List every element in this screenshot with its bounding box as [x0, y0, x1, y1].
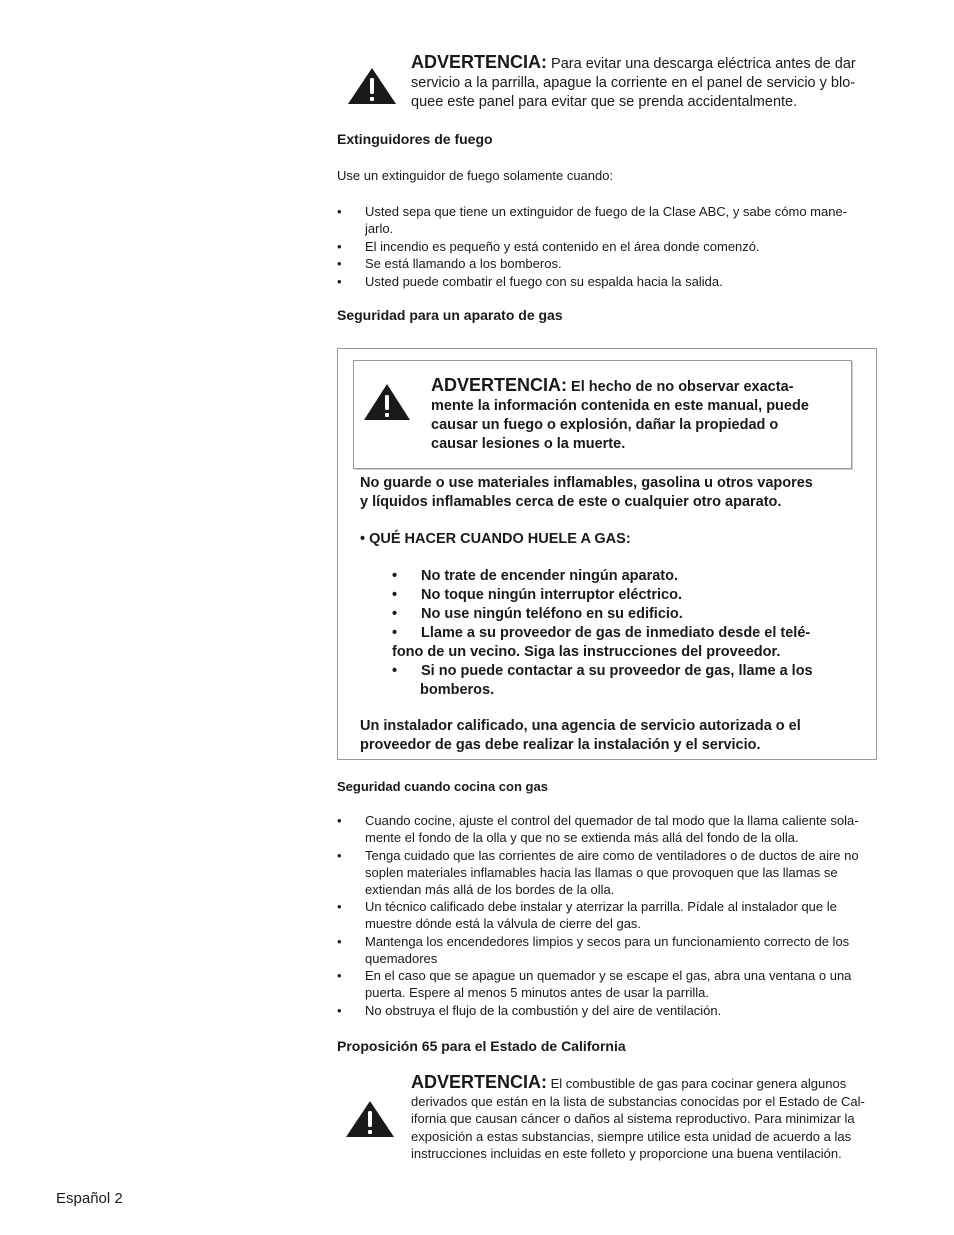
list-item: • Llame a su proveedor de gas de inmediato desde el telé- fono de un vecino. Siga las instrucciones del proveedor. — [392, 625, 811, 660]
section-heading-cooking: Seguridad cuando cocina con gas — [337, 779, 548, 794]
list-item: • Un técnico calificado debe instalar y aterrizar la parrilla. Pídale al instalador que le muestre dónde está la válvula de cierre del gas. — [337, 899, 837, 931]
cooking-list — [337, 812, 912, 1019]
list-item: • No use ningún teléfono en su edificio. — [392, 606, 683, 622]
warning-electric-shock: ADVERTENCIA: Para evitar una descarga eléctrica antes de dar servicio a la parrilla, apague la corriente en el panel de servicio y blo- quee este panel para evitar que se prenda accidentalmente. — [411, 52, 856, 110]
extinguishers-list — [337, 203, 897, 290]
list-item: • El incendio es pequeño y está contenido en el área donde comenzó. — [337, 238, 760, 254]
warning-triangle-icon — [347, 67, 397, 105]
gas-steps-list — [392, 567, 862, 700]
list-item: • Usted puede combatir el fuego con su espalda hacia la salida. — [337, 273, 723, 289]
section-heading-prop65: Proposición 65 para el Estado de California — [337, 1038, 626, 1054]
list-item: • Se está llamando a los bomberos. — [337, 256, 562, 271]
warning-prop65: ADVERTENCIA: El combustible de gas para cocinar genera algunos derivados que están en la lista de substancias conocidas por el Estado de Cal- ifornia que causan cáncer o daños al sistema reproductivo. Para minimizar la exposición a estas substancias, siempre utilice esta unidad de acuerdo a las instrucciones incluidas en este folleto y proporcione una buena ventilación. — [411, 1072, 865, 1161]
warning-triangle-icon — [363, 383, 411, 421]
list-item: • No toque ningún interruptor eléctrico. — [392, 587, 682, 603]
extinguishers-intro: Use un extinguidor de fuego solamente cuando: — [337, 168, 614, 183]
list-item: • Si no puede contactar a su proveedor de gas, llame a los bomberos. — [392, 663, 813, 698]
warning-gas-appliance: ADVERTENCIA: El hecho de no observar exacta- mente la información contenida en este manual, puede causar un fuego o explosión, dañar la propiedad o causar lesiones o la muerte. — [431, 375, 809, 452]
section-heading-extinguishers: Extinguidores de fuego — [337, 131, 493, 147]
list-item: • Mantenga los encendedores limpios y secos para un funcionamiento correcto de los quemadores — [337, 933, 850, 966]
installer-note: Un instalador calificado, una agencia de servicio autorizada o el proveedor de gas debe realizar la instalación y el servicio. — [360, 718, 801, 753]
list-item: • Tenga cuidado que las corrientes de aire como de ventiladores o de ductos de aire no soplen materiales inflamables hacia las llamas o que provoquen que las llamas se extiendan más allá de los bordes de la olla. — [337, 847, 859, 897]
list-item: • Cuando cocine, ajuste el control del quemador de tal modo que la llama caliente sola- mente el fondo de la olla y que no se extienda más allá del fondo de la olla. — [337, 813, 859, 845]
list-item: • No obstruya el flujo de la combustión y del aire de ventilación. — [337, 1002, 722, 1018]
what-to-do-heading: • QUÉ HACER CUANDO HUELE A GAS: — [360, 531, 631, 547]
warning-triangle-icon — [345, 1100, 395, 1138]
list-item: • En el caso que se apague un quemador y se escape el gas, abra una ventana o una puerta. Espere al menos 5 minutos antes de usar la parrilla. — [337, 968, 852, 1000]
page-number: Español 2 — [56, 1190, 123, 1207]
list-item: • Usted sepa que tiene un extinguidor de fuego de la Clase ABC, y sabe cómo mane- jarlo. — [337, 204, 848, 236]
warning-label: ADVERTENCIA: — [411, 52, 548, 72]
no-store-flammables: No guarde o use materiales inflamables, gasolina u otros vapores y líquidos inflamables cerca de este o cualquier otro aparato. — [360, 475, 813, 510]
list-item: • No trate de encender ningún aparato. — [392, 568, 679, 584]
section-heading-gas-safety: Seguridad para un aparato de gas — [337, 307, 563, 323]
